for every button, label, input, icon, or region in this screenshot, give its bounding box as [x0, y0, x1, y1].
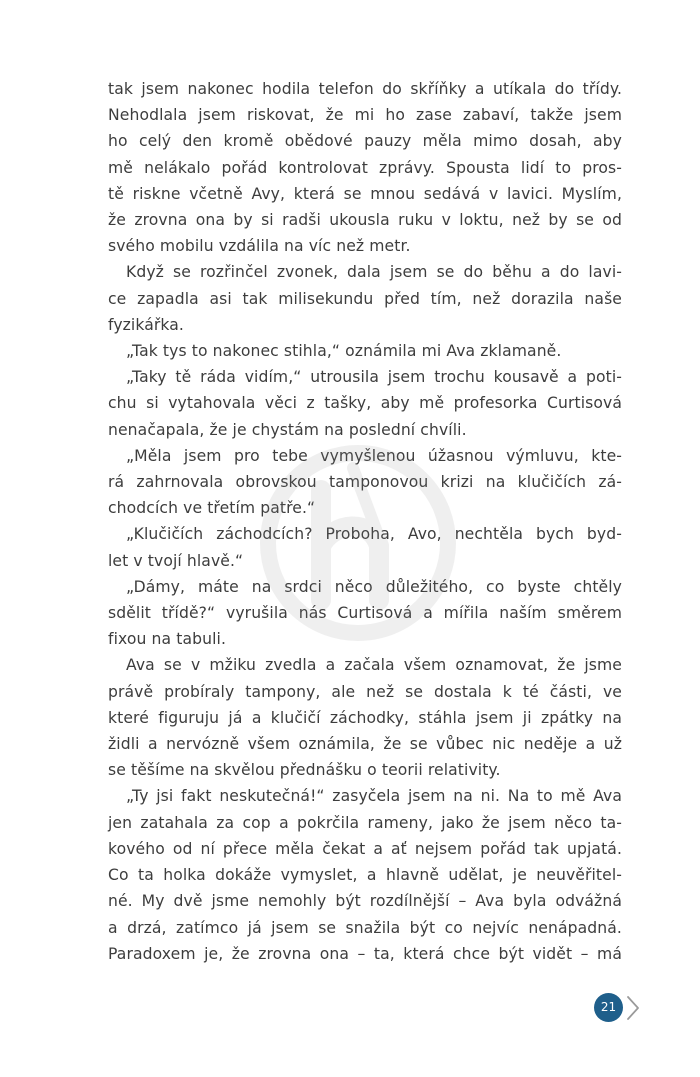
text-line: „Klučičích záchodcích? Proboha, Avo, nechtěla bych byd-	[126, 525, 622, 544]
text-line: chodcích ve třetím patře.“	[108, 499, 316, 518]
text-line: mě nelákalo pořád kontrolovat zprávy. Spousta lidí to pros-	[108, 158, 622, 177]
text-line: sdělit třídě?“ vyrušila nás Curtisová a mířila naším směrem	[108, 604, 622, 623]
chevron-right-icon[interactable]	[626, 994, 640, 1022]
text-line: „Dámy, máte na srdci něco důležitého, co byste chtěly	[126, 577, 622, 596]
text-line: Paradoxem je, že zrovna ona – ta, která chce být vidět – má	[108, 944, 622, 963]
text-line: Když se rozřinčel zvonek, dala jsem se do běhu a do lavi-	[126, 263, 622, 282]
text-line: „Měla jsem pro tebe vymyšlenou úžasnou výmluvu, kte-	[126, 446, 622, 465]
body-text	[108, 76, 622, 967]
text-line: že zrovna ona by si radši ukousla ruku v loktu, než by se od	[108, 211, 622, 230]
text-line: „Tak tys to nakonec stihla,“ oznámila mi Ava zklamaně.	[126, 342, 562, 361]
text-line: Nehodlala jsem riskovat, že mi ho zase zabaví, takže jsem	[108, 106, 622, 125]
text-line: ce zapadla asi tak milisekundu před tím, než dorazila naše	[108, 289, 622, 308]
text-line: fyzikářka.	[108, 315, 184, 334]
text-line: Co ta holka dokáže vymyslet, a hlavně udělat, je neuvěřitel-	[108, 866, 622, 885]
text-line: né. My dvě jsme nemohly být rozdílnější – Ava byla odvážná	[108, 892, 622, 911]
text-line: které figuruju já a klučičí záchodky, stáhla jsem ji zpátky na	[108, 708, 622, 727]
text-line: rá zahrnovala obrovskou tamponovou krizi na klučičích zá-	[108, 473, 622, 492]
text-line: „Ty jsi fakt neskutečná!“ zasyčela jsem na ni. Na to mě Ava	[126, 787, 622, 806]
page-number-badge: 21	[594, 993, 623, 1022]
text-line: tak jsem nakonec hodila telefon do skříňky a utíkala do třídy.	[108, 80, 622, 98]
text-line: a drzá, zatímco já jsem se snažila být co nejvíc nenápadná.	[108, 918, 622, 937]
text-line: tě riskne včetně Avy, která se mnou sedává v lavici. Myslím,	[108, 184, 622, 203]
text-line: židli a nervózně všem oznámila, že se vůbec nic neděje a už	[108, 735, 622, 754]
text-line: svého mobilu vzdálila na víc než metr.	[108, 237, 411, 256]
text-line: fixou na tabuli.	[108, 630, 227, 649]
text-line: právě probíraly tampony, ale než se dostala k té části, ve	[108, 682, 622, 701]
text-line: let v tvojí hlavě.“	[108, 551, 244, 570]
text-line: Ava se v mžiku zvedla a začala všem oznamovat, že jsme	[126, 656, 622, 675]
text-line: „Taky tě ráda vidím,“ utrousila jsem trochu kousavě a poti-	[126, 368, 622, 387]
text-line: jen zatahala za cop a pokrčila rameny, jako že jsem něco ta-	[108, 813, 622, 832]
text-line: kového od ní přece měla čekat a ať nejsem pořád tak upjatá.	[108, 839, 622, 858]
text-line: ho celý den kromě obědové pauzy měla mimo dosah, aby	[108, 132, 622, 151]
text-line: nenačapala, že je chystám na poslední chvíli.	[108, 420, 467, 439]
text-line: chu si vytahovala věci z tašky, aby mě profesorka Curtisová	[108, 394, 622, 413]
text-line: se těšíme na skvělou přednášku o teorii relativity.	[108, 761, 501, 780]
